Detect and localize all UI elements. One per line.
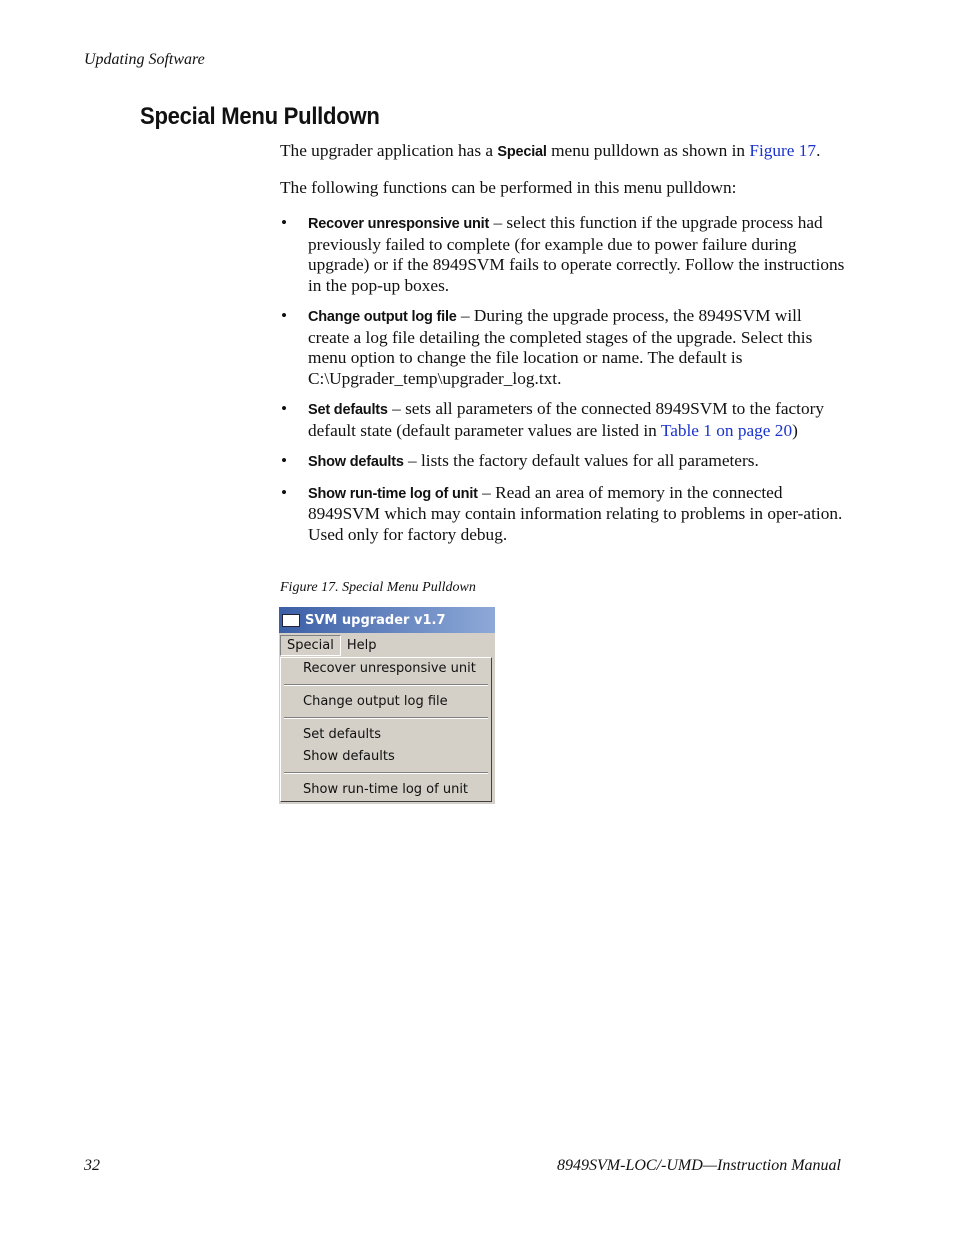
intro-paragraph	[280, 141, 845, 163]
bullet: •	[281, 451, 288, 470]
manual-title: 8949SVM-LOC/-UMD—Instruction Manual	[557, 1157, 841, 1174]
function-name: Set defaults	[308, 402, 388, 418]
bullet: •	[281, 306, 288, 325]
function-name: Change output log file	[308, 309, 457, 325]
table-1-link[interactable]: Table 1 on page 20	[660, 420, 793, 440]
functions-intro: The following functions can be performed in this menu pulldown:	[280, 177, 737, 197]
figure-17-link[interactable]: Figure 17	[749, 141, 817, 160]
window-title: SVM upgrader v1.7	[305, 612, 446, 628]
list-item	[280, 451, 845, 473]
function-description: – lists the factory default values for all parameters.	[403, 451, 759, 470]
window-app-icon	[282, 614, 300, 627]
figure-caption: Figure 17. Special Menu Pulldown	[280, 580, 476, 595]
special-dropdown	[280, 657, 492, 802]
list-item	[280, 483, 845, 546]
window-titlebar	[279, 607, 495, 633]
menu-separator	[284, 684, 488, 686]
bullet: •	[281, 399, 288, 418]
function-name: Show run-time log of unit	[308, 485, 478, 502]
section-title: Special Menu Pulldown	[140, 103, 380, 130]
menu-bar	[279, 633, 495, 657]
function-name: Recover unresponsive unit	[308, 216, 490, 232]
menu-item-show-defaults[interactable]: Show defaults	[303, 749, 395, 764]
running-head: Updating Software	[84, 51, 205, 68]
function-description: – select this function if the upgrade process had previously failed to complete (for example due to power failure during upgrade) or if the 8949SVM fails to operate correctly. Follow the instructions in the pop-up boxes.	[308, 213, 845, 295]
intro-text-end: .	[816, 141, 821, 160]
page-number: 32	[84, 1157, 100, 1174]
function-description: – sets all parameters of the connected 8949SVM to the factory default state (default parameter values are listed in	[308, 399, 825, 440]
functions-list	[280, 213, 845, 545]
menu-separator	[284, 717, 488, 719]
menu-separator	[284, 772, 488, 774]
list-item	[280, 213, 845, 296]
list-item	[280, 399, 845, 441]
menu-item-change-output-log-file[interactable]: Change output log file	[303, 694, 448, 709]
intro-text-after: menu pulldown as shown in	[546, 141, 750, 160]
upgrader-window-screenshot	[279, 607, 495, 804]
menu-help[interactable]: Help	[346, 637, 377, 653]
special-keyword: Special	[497, 144, 547, 160]
intro-text-before: The upgrader application has a	[280, 141, 498, 160]
function-description: – During the upgrade process, the 8949SVM will create a log file detailing the completed stages of the upgrade. Select this menu option to change the file location or name. The default is C:\Upgrader_temp\upgrader_log.txt.	[308, 306, 813, 388]
function-description: – Read an area of memory in the connected 8949SVM which may contain information relating to problems in oper-ation. Used only for factory debug.	[308, 482, 843, 544]
bullet: •	[281, 482, 288, 502]
body-text	[280, 141, 845, 555]
menu-item-recover-unresponsive-unit[interactable]: Recover unresponsive unit	[303, 661, 476, 676]
function-description-end: )	[792, 420, 798, 440]
list-item	[280, 306, 845, 389]
bullet: •	[281, 213, 288, 232]
menu-special[interactable]: Special	[280, 635, 341, 656]
menu-item-set-defaults[interactable]: Set defaults	[303, 727, 381, 742]
function-name: Show defaults	[308, 454, 404, 470]
menu-item-show-run-time-log[interactable]: Show run-time log of unit	[303, 782, 469, 797]
